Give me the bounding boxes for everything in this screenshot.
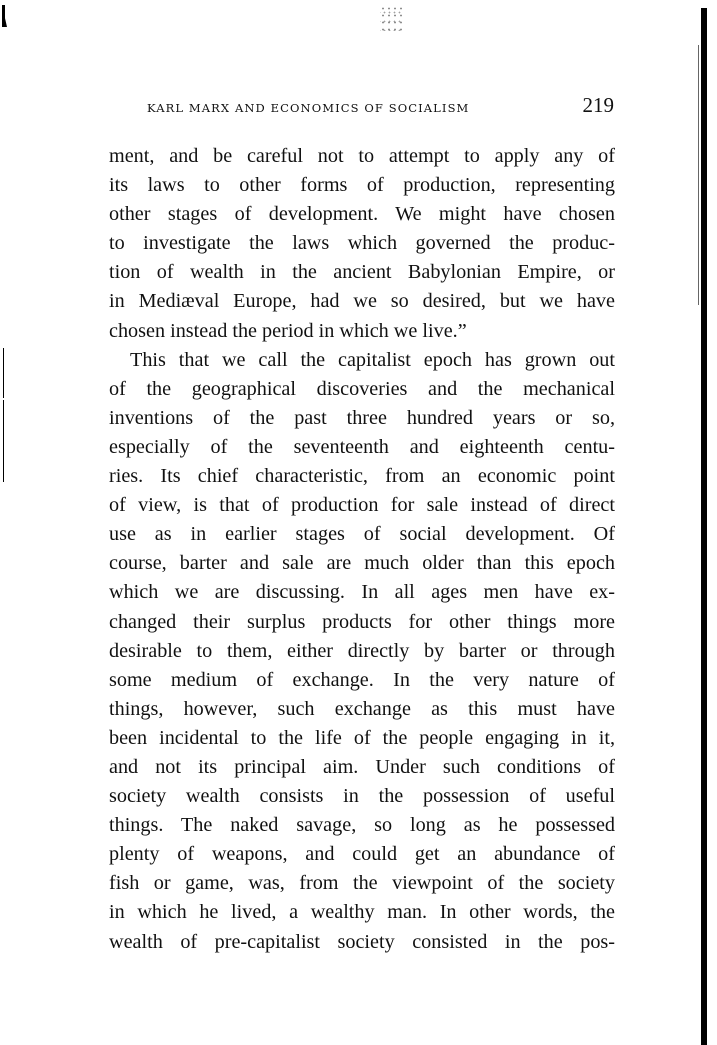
text-line: especially of the seventeenth and eighteenth centu-: [109, 435, 615, 458]
text-line: use as in earlier stages of social development. Of: [109, 523, 615, 546]
page-edge-line: [698, 45, 699, 305]
text-line: things. The naked savage, so long as he possessed: [109, 814, 615, 837]
text-line: wealth of pre-capitalist society consisted in the pos-: [109, 930, 615, 953]
scan-margin-line: [3, 400, 4, 480]
text-line: This that we call the capitalist epoch has grown out: [130, 348, 615, 371]
text-line: some medium of exchange. In the very nature of: [109, 668, 615, 691]
text-line: desirable to them, either directly by barter or through: [109, 639, 615, 662]
body-text: [109, 142, 615, 957]
text-line: been incidental to the life of the people engaging in it,: [109, 726, 615, 749]
scan-margin-line: [3, 348, 4, 398]
paragraph: [109, 346, 615, 957]
page-number: 219: [582, 93, 614, 117]
paragraph: [109, 142, 615, 346]
text-line: tion of wealth in the ancient Babylonian Empire, or: [109, 261, 615, 284]
text-line: society wealth consists in the possession of useful: [109, 785, 615, 808]
running-head: [147, 93, 617, 118]
text-line: to investigate the laws which governed the produc-: [109, 232, 615, 255]
text-line: chosen instead the period in which we live.”: [109, 319, 467, 342]
page-edge-shadow: [701, 8, 707, 1045]
text-line: in which he lived, a wealthy man. In other words, the: [109, 901, 615, 924]
text-line: course, barter and sale are much older than this epoch: [109, 552, 615, 575]
text-line: ries. Its chief characteristic, from an economic point: [109, 465, 615, 488]
text-line: things, however, such exchange as this must have: [109, 697, 615, 720]
scan-corner-artifact: [2, 5, 7, 27]
running-head-title: KARL MARX AND ECONOMICS OF SOCIALISM: [147, 101, 470, 115]
text-line: and not its principal aim. Under such conditions of: [109, 755, 615, 778]
text-line: which we are discussing. In all ages men have ex-: [109, 581, 615, 604]
text-line: its laws to other forms of production, representing: [109, 174, 615, 197]
scan-speck-artifact: [380, 5, 402, 31]
text-line: inventions of the past three hundred years or so,: [109, 406, 615, 429]
text-line: changed their surplus products for other things more: [109, 610, 615, 633]
text-line: of view, is that of production for sale instead of direct: [109, 494, 615, 517]
text-line: other stages of development. We might have chosen: [109, 203, 615, 226]
text-line: fish or game, was, from the viewpoint of the society: [109, 872, 615, 895]
scan-margin-line: [3, 470, 4, 482]
text-line: ment, and be careful not to attempt to apply any of: [109, 145, 615, 167]
text-line: of the geographical discoveries and the mechanical: [109, 377, 615, 400]
text-line: in Mediæval Europe, had we so desired, but we have: [109, 290, 615, 313]
text-line: plenty of weapons, and could get an abundance of: [109, 843, 615, 866]
